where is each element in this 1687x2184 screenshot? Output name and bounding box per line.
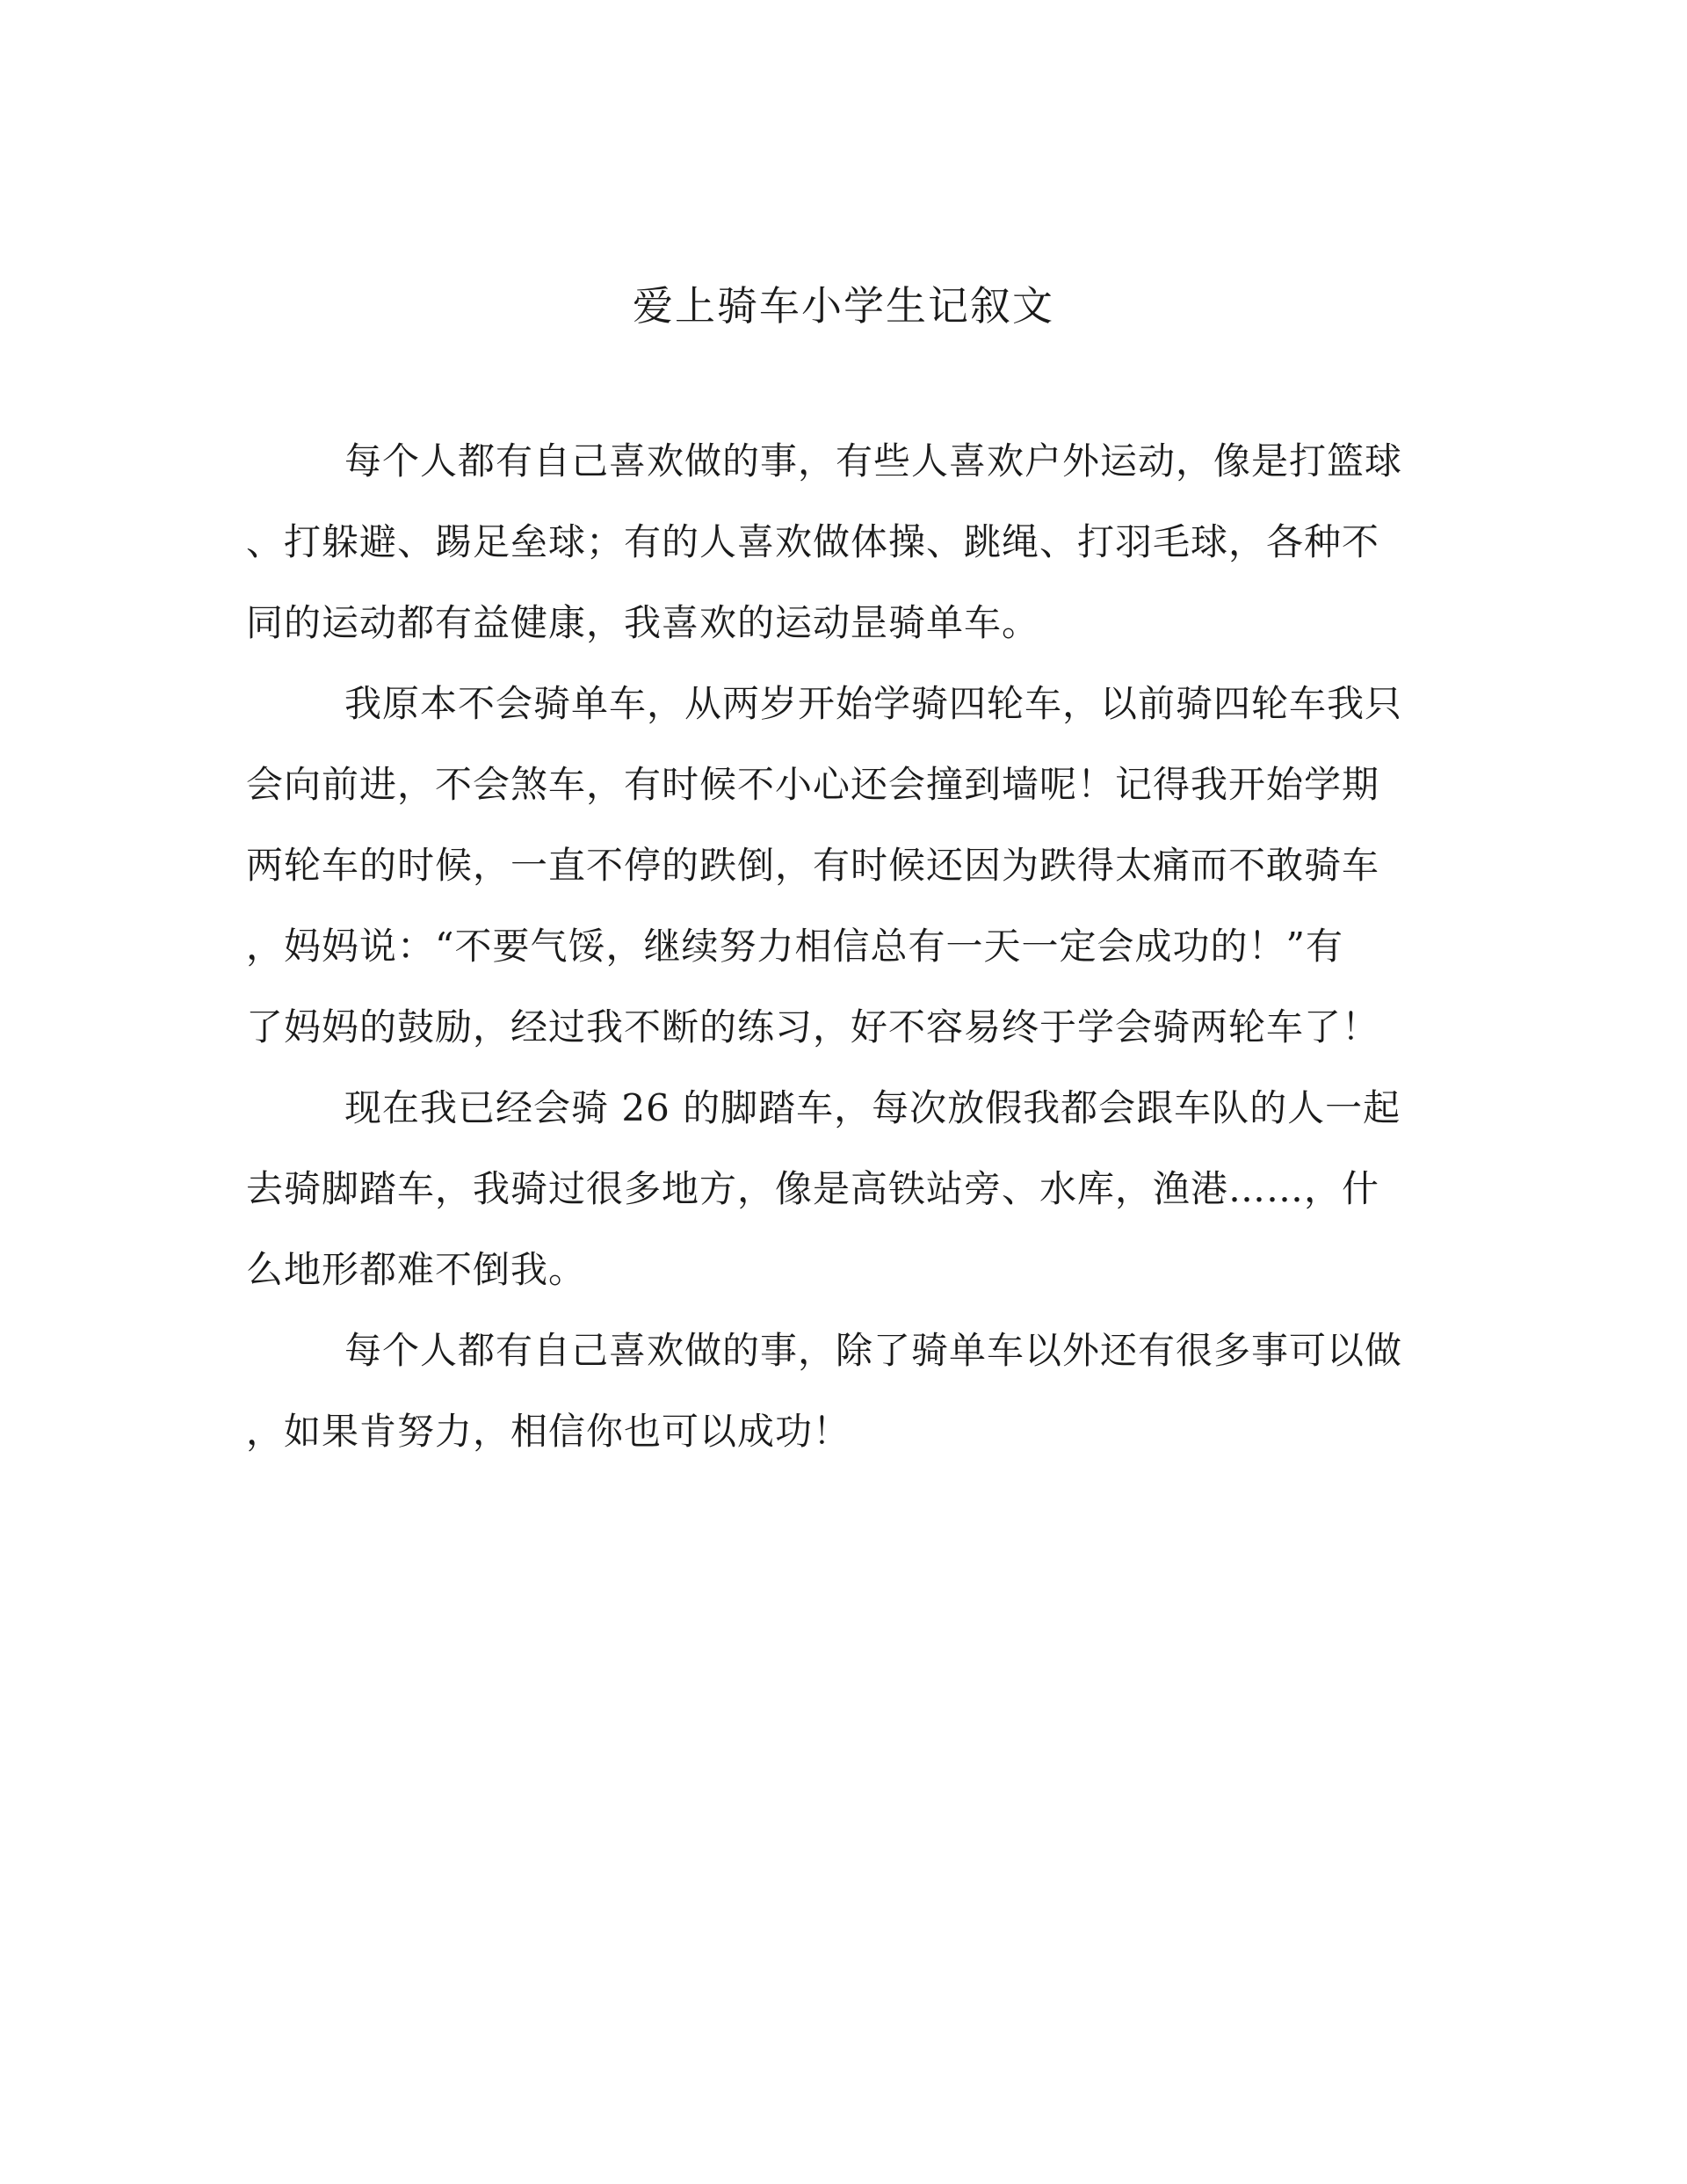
text-line: 我原本不会骑单车，从两岁开始学骑四轮车，以前骑四轮车我只 — [344, 682, 1403, 725]
text-line: 每个人都有自己喜欢做的事，有些人喜欢户外运动，像是打篮球 — [344, 439, 1403, 483]
text-line: 同的运动都有益健康，我喜欢的运动昰骑单车。 — [246, 601, 1040, 644]
text-line: 去骑脚踏车，我骑过很多地方，像是高铁站旁、水库，渔港……，什 — [246, 1167, 1380, 1210]
text-line: ，妈妈说：“不要气馁，继续努力相信总有一天一定会成功的！”有 — [246, 925, 1343, 968]
document-title: 爱上骑车小学生记叙文 — [633, 282, 1054, 330]
text-line: 两轮车的时候，一直不停的跌倒，有时候还因为跌得太痛而不敢骑车 — [246, 844, 1380, 887]
text-line: 现在我已经会骑 26 的脚踏车，每次放假我都会跟车队的人一起 — [344, 1086, 1401, 1129]
text-line: 、打躲避、踢足垒球；有的人喜欢做体操、跳绳、打羽毛球，各种不 — [246, 520, 1380, 563]
text-line: ，如果肯努力，相信你也可以成功！ — [246, 1410, 851, 1453]
text-line: 会向前进，不会煞车，有时候不小心还会撞到墙呢！记得我开始学期 — [246, 763, 1380, 806]
text-line: 么地形都难不倒我。 — [246, 1248, 587, 1291]
text-line: 了妈妈的鼓励，经过我不断的练习，好不容易终于学会骑两轮车了！ — [246, 1005, 1380, 1048]
document-body — [246, 434, 1441, 1485]
text-line: 每个人都有自己喜欢做的事，除了骑单车以外还有很多事可以做 — [344, 1329, 1403, 1372]
